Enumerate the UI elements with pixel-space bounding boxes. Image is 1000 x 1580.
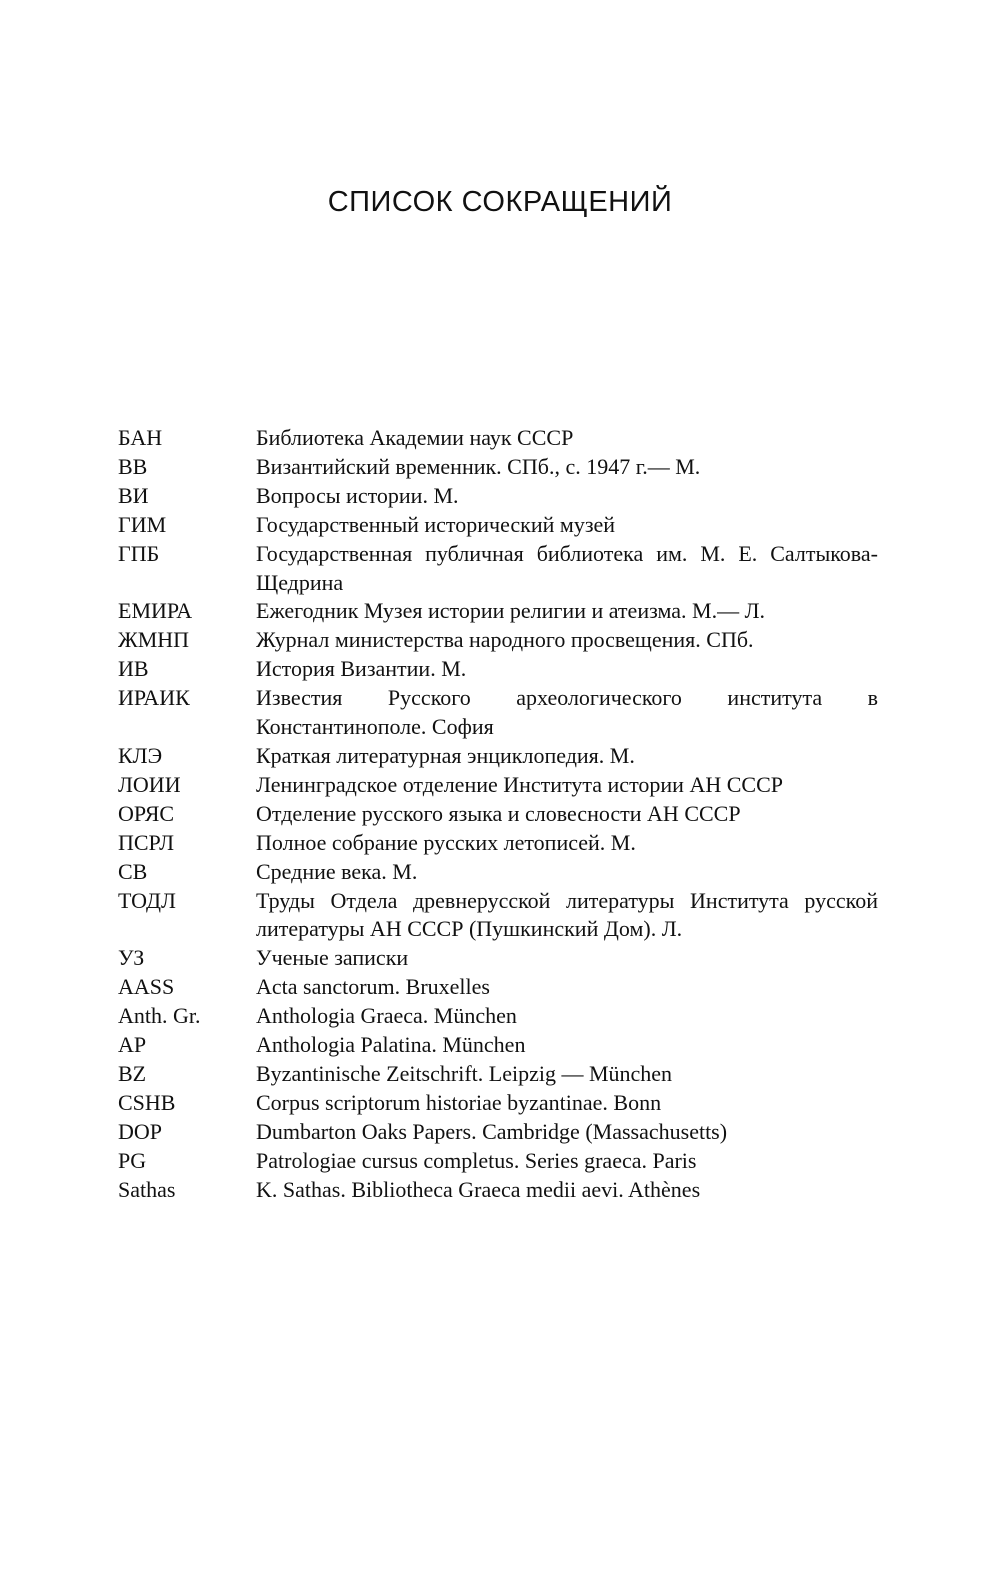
- abbreviation-expansion: Ежегодник Музея истории религии и атеизма. М.— Л.: [256, 598, 765, 624]
- abbreviation-entry: [118, 597, 878, 626]
- abbreviation-term: ИРАИК: [118, 685, 190, 711]
- abbreviation-expansion: Ученые записки: [256, 945, 409, 971]
- abbreviation-entry: [118, 511, 878, 540]
- abbreviation-term: УЗ: [118, 945, 145, 971]
- abbreviation-expansion: Patrologiae cursus completus. Series graeca. Paris: [256, 1147, 697, 1173]
- abbreviation-term: ВИ: [118, 482, 149, 508]
- abbreviation-term: ИВ: [118, 656, 149, 682]
- abbreviation-term: ЛОИИ: [118, 771, 181, 797]
- abbreviation-expansion: Вопросы истории. М.: [256, 482, 459, 508]
- abbreviation-expansion: Byzantinische Zeitschrift. Leipzig — München: [256, 1060, 673, 1086]
- abbreviation-term: AASS: [118, 974, 175, 1000]
- abbreviation-term: ВВ: [118, 453, 148, 479]
- abbreviation-entry: [118, 453, 878, 482]
- abbreviation-entry: [118, 887, 878, 945]
- abbreviation-term: СВ: [118, 858, 148, 884]
- abbreviation-expansion: Acta sanctorum. Bruxelles: [256, 974, 490, 1000]
- abbreviation-entry: [118, 655, 878, 684]
- abbreviation-entry: [118, 1002, 878, 1031]
- abbreviation-term: ГИМ: [118, 511, 167, 537]
- abbreviation-term: DOP: [118, 1118, 163, 1144]
- abbreviation-expansion: Византийский временник. СПб., с. 1947 г.— М.: [256, 453, 701, 479]
- abbreviation-term: BZ: [118, 1060, 147, 1086]
- abbreviation-term: Sathas: [118, 1176, 176, 1202]
- abbreviation-term: ЖМНП: [118, 627, 190, 653]
- abbreviation-term: Anth. Gr.: [118, 1003, 201, 1029]
- abbreviation-expansion: История Византии. М.: [256, 656, 467, 682]
- abbreviation-term: CSHB: [118, 1089, 176, 1115]
- abbreviation-entry: [118, 1089, 878, 1118]
- abbreviation-term: ПСРЛ: [118, 829, 175, 855]
- abbreviation-entry: [118, 482, 878, 511]
- abbreviation-expansion: Краткая литературная энциклопедия. М.: [256, 742, 635, 768]
- abbreviation-entry: [118, 944, 878, 973]
- abbreviation-expansion: Отделение русского языка и словесности АН СССР: [256, 800, 741, 826]
- abbreviation-expansion: Труды Отдела древнерусской литературы Института русской литературы АН СССР (Пушкинский Дом). Л.: [256, 887, 878, 942]
- abbreviation-entry: [118, 742, 878, 771]
- abbreviation-entry: [118, 1031, 878, 1060]
- abbreviation-term: КЛЭ: [118, 742, 163, 768]
- abbreviation-expansion: Известия Русского археологического института в Константинополе. София: [256, 685, 878, 740]
- abbreviation-expansion: Dumbarton Oaks Papers. Cambridge (Massachusetts): [256, 1118, 728, 1144]
- abbreviation-term: AP: [118, 1032, 147, 1058]
- abbreviation-term: ОРЯС: [118, 800, 175, 826]
- abbreviation-expansion: Государственный исторический музей: [256, 511, 616, 537]
- abbreviation-entry: [118, 1147, 878, 1176]
- abbreviation-expansion: Ленинградское отделение Института истории АН СССР: [256, 771, 783, 797]
- abbreviation-entry: [118, 1118, 878, 1147]
- page-title: СПИСОК СОКРАЩЕНИЙ: [327, 186, 673, 218]
- abbreviation-expansion: Anthologia Graeca. München: [256, 1003, 517, 1029]
- abbreviation-entry: [118, 800, 878, 829]
- abbreviation-entry: [118, 424, 878, 453]
- abbreviation-term: ЕМИРА: [118, 598, 193, 624]
- abbreviation-entry: [118, 626, 878, 655]
- abbreviation-expansion: Corpus scriptorum historiae byzantinae. Bonn: [256, 1089, 662, 1115]
- abbreviation-entry: [118, 973, 878, 1002]
- abbreviation-expansion: Полное собрание русских летописей. М.: [256, 829, 636, 855]
- abbreviation-expansion: Anthologia Palatina. München: [256, 1032, 526, 1058]
- abbreviation-term: БАН: [118, 425, 163, 450]
- abbreviation-entry: [118, 540, 878, 598]
- abbreviation-expansion: Библиотека Академии наук СССР: [256, 425, 574, 450]
- abbreviation-entry: [118, 829, 878, 858]
- abbreviation-term: ГПБ: [118, 540, 160, 566]
- abbreviation-entry: [118, 1176, 878, 1205]
- abbreviation-expansion: Журнал министерства народного просвещения. СПб.: [256, 627, 754, 653]
- abbreviation-expansion: Средние века. М.: [256, 858, 418, 884]
- abbreviation-entry: [118, 1060, 878, 1089]
- abbreviation-expansion: K. Sathas. Bibliotheca Graeca medii aevi. Athènes: [256, 1176, 701, 1202]
- abbreviation-entry: [118, 858, 878, 887]
- abbreviation-entry: [118, 684, 878, 742]
- abbreviation-list: [118, 424, 878, 1204]
- abbreviation-expansion: Государственная публичная библиотека им. М. Е. Салтыкова-Щедрина: [256, 540, 878, 595]
- abbreviation-term: PG: [118, 1147, 147, 1173]
- abbreviation-entry: [118, 771, 878, 800]
- abbreviation-term: ТОДЛ: [118, 887, 176, 913]
